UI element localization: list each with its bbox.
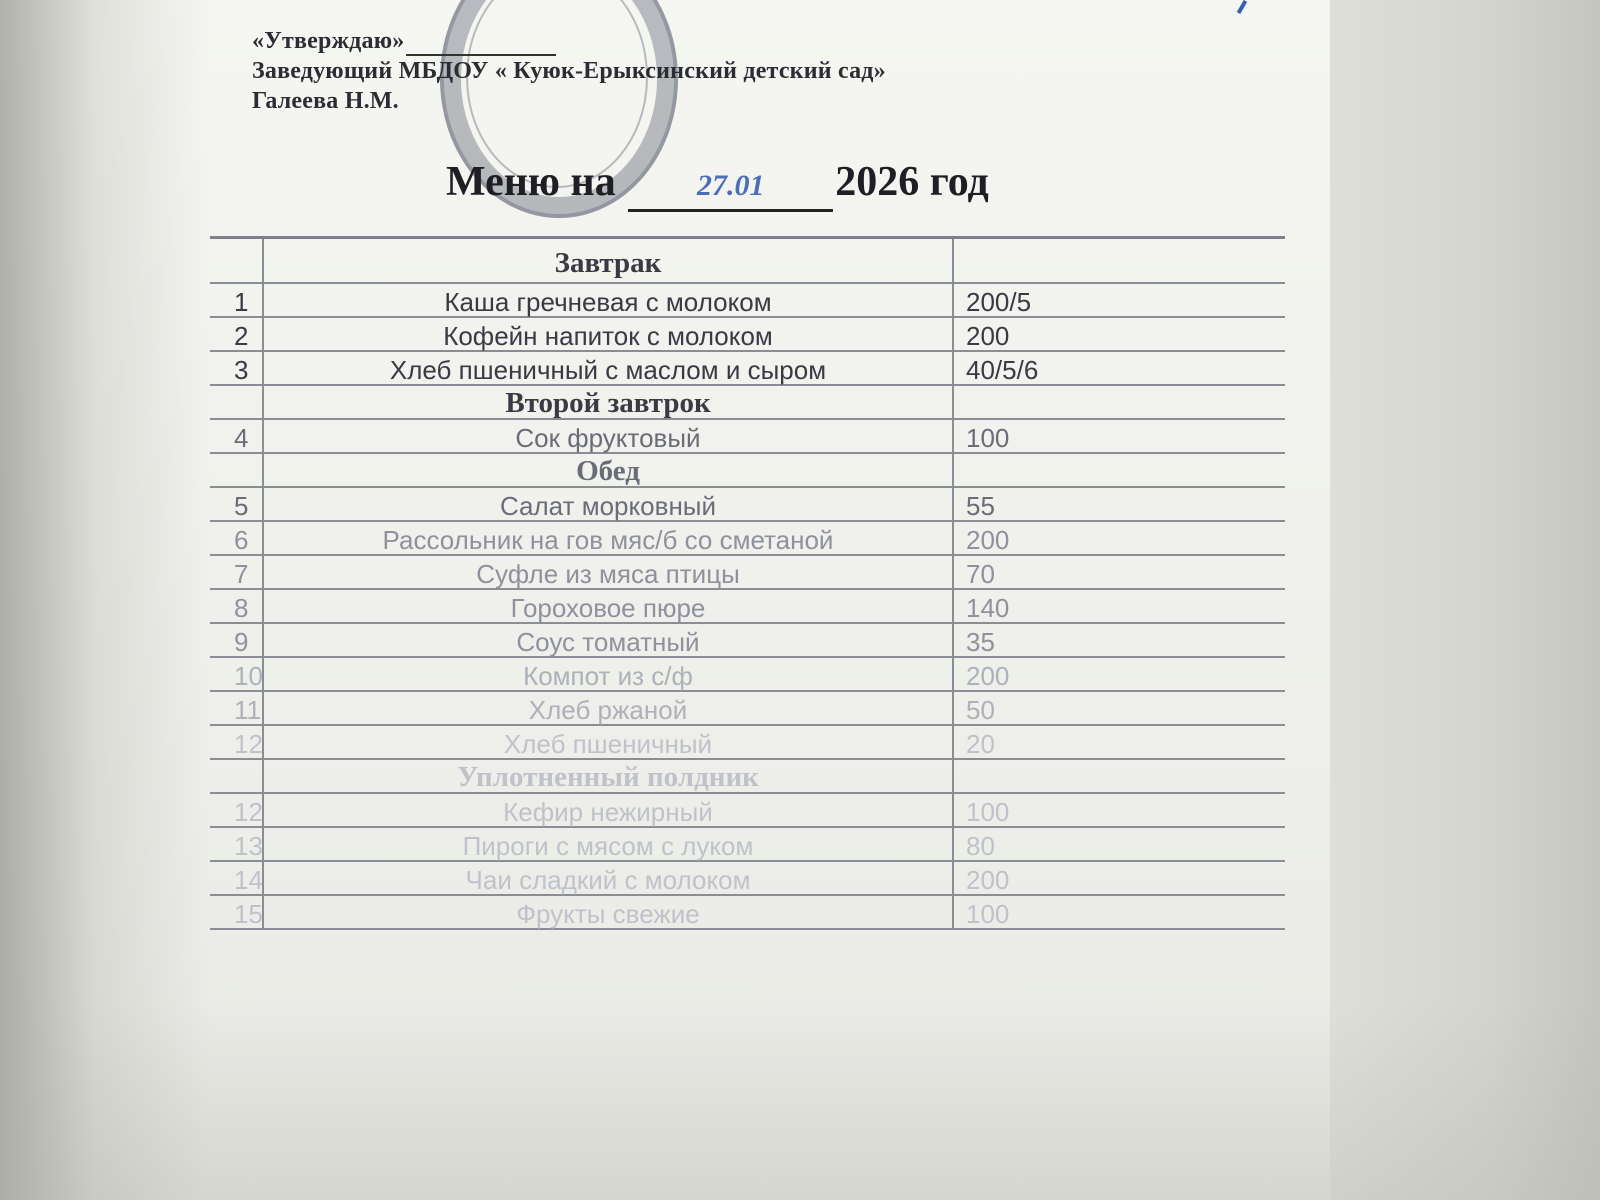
- menu-item-row: [210, 522, 1285, 556]
- approval-line-1: [252, 26, 886, 56]
- item-number: 11: [210, 692, 264, 724]
- menu-item-row: [210, 590, 1285, 624]
- menu-item-row: [210, 556, 1285, 590]
- item-name: Чаи сладкий с молоком: [465, 865, 751, 895]
- item-number: 4: [210, 420, 264, 452]
- item-name: Хлеб ржаной: [528, 695, 688, 725]
- menu-item-row: [210, 896, 1285, 930]
- title-handwritten-date: 27.01: [628, 169, 833, 212]
- section-num-cell: [210, 454, 264, 486]
- section-title: Завтрак: [554, 247, 662, 279]
- item-number: 3: [210, 352, 264, 384]
- section-num-cell: [210, 386, 264, 418]
- signature-line: [406, 34, 556, 56]
- menu-item-row: [210, 624, 1285, 658]
- item-quantity: 200: [952, 522, 1285, 554]
- section-qty-cell: [952, 386, 1285, 418]
- item-name: Кефир нежирный: [503, 797, 713, 827]
- approval-line-2: Заведующий МБДОУ « Куюк-Ерыксинский детский сад»: [252, 58, 886, 84]
- item-name: Гороховое пюре: [510, 593, 706, 623]
- item-quantity: 20: [952, 726, 1285, 758]
- item-quantity: 200: [952, 658, 1285, 690]
- item-name: Рассольник на гов мяс/б со сметаной: [382, 525, 834, 555]
- page-title: [446, 158, 989, 212]
- item-quantity: 55: [952, 488, 1285, 520]
- item-number: 9: [210, 624, 264, 656]
- section-title: Второй завтрок: [505, 387, 711, 419]
- item-name: Суфле из мяса птицы: [476, 559, 740, 589]
- section-qty-cell: [952, 454, 1285, 486]
- item-name: Хлеб пшеничный с маслом и сыром: [389, 355, 827, 385]
- menu-item-row: [210, 726, 1285, 760]
- section-row: [210, 236, 1285, 284]
- item-quantity: 50: [952, 692, 1285, 724]
- item-name: Каша гречневая с молоком: [444, 287, 772, 317]
- item-quantity: 80: [952, 828, 1285, 860]
- menu-item-row: [210, 862, 1285, 896]
- item-number: 6: [210, 522, 264, 554]
- item-number: 14: [210, 862, 264, 894]
- item-quantity: 100: [952, 420, 1285, 452]
- item-quantity: 100: [952, 794, 1285, 826]
- section-title: Обед: [576, 455, 640, 487]
- item-name: Кофейн напиток с молоком: [443, 321, 773, 351]
- section-title: Уплотненный полдник: [457, 761, 759, 793]
- item-name: Пироги с мясом с луком: [462, 831, 754, 861]
- item-name: Хлеб пшеничный: [503, 729, 713, 759]
- item-number: 12: [210, 794, 264, 826]
- pen-mark: [1237, 0, 1247, 14]
- item-quantity: 200/5: [952, 284, 1285, 316]
- menu-item-row: [210, 692, 1285, 726]
- item-number: 15: [210, 896, 264, 928]
- item-number: 12: [210, 726, 264, 758]
- menu-item-row: [210, 794, 1285, 828]
- title-prefix: Меню на: [446, 159, 616, 205]
- section-num-cell: [210, 239, 264, 282]
- item-name: Салат морковный: [499, 491, 717, 521]
- item-name: Сок фруктовый: [515, 423, 701, 453]
- menu-item-row: [210, 828, 1285, 862]
- item-number: 13: [210, 828, 264, 860]
- section-num-cell: [210, 760, 264, 792]
- item-quantity: 40/5/6: [952, 352, 1285, 384]
- item-number: 10: [210, 658, 264, 690]
- menu-item-row: [210, 658, 1285, 692]
- menu-item-row: [210, 318, 1285, 352]
- item-number: 7: [210, 556, 264, 588]
- title-suffix: 2026 год: [835, 159, 989, 205]
- approval-block: [252, 26, 886, 116]
- item-quantity: 35: [952, 624, 1285, 656]
- item-quantity: 200: [952, 318, 1285, 350]
- item-number: 8: [210, 590, 264, 622]
- item-number: 1: [210, 284, 264, 316]
- background-right: [1330, 0, 1600, 1200]
- menu-item-row: [210, 488, 1285, 522]
- menu-item-row: [210, 284, 1285, 318]
- approval-approve-text: «Утверждаю»: [252, 28, 405, 54]
- section-qty-cell: [952, 760, 1285, 792]
- menu-table: [210, 236, 1285, 930]
- menu-item-row: [210, 352, 1285, 386]
- section-qty-cell: [952, 239, 1285, 282]
- section-row: [210, 454, 1285, 488]
- approval-line-3: Галеева Н.М.: [252, 88, 399, 114]
- item-number: 2: [210, 318, 264, 350]
- item-quantity: 70: [952, 556, 1285, 588]
- item-quantity: 100: [952, 896, 1285, 928]
- section-row: [210, 386, 1285, 420]
- item-name: Соус томатный: [516, 627, 700, 657]
- item-quantity: 200: [952, 862, 1285, 894]
- menu-item-row: [210, 420, 1285, 454]
- item-name: Фрукты свежие: [516, 899, 700, 929]
- section-row: [210, 760, 1285, 794]
- item-quantity: 140: [952, 590, 1285, 622]
- item-name: Компот из с/ф: [523, 661, 693, 691]
- item-number: 5: [210, 488, 264, 520]
